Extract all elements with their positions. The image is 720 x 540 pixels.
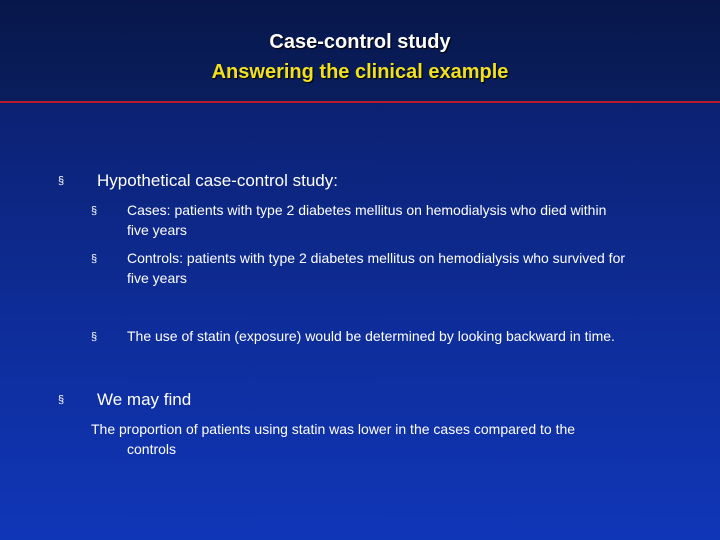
- slide-subtitle: Answering the clinical example: [211, 61, 509, 83]
- subpoint-controls-line1: Controls: patients with type 2 diabetes mellitus on hemodialysis who survived for: [127, 250, 626, 266]
- subpoint-cases: [127, 200, 707, 240]
- sub-bullet-marker: §: [91, 205, 98, 217]
- title-divider: [0, 101, 720, 103]
- finding-line1: The proportion of patients using statin was lower in the cases compared to the: [91, 421, 576, 437]
- sub-bullet-marker: §: [91, 331, 98, 343]
- sub-bullet-marker: §: [91, 253, 98, 265]
- subpoint-exposure-line1: The use of statin (exposure) would be determined by looking backward in time.: [127, 328, 615, 344]
- slide-title: Case-control study: [269, 31, 451, 53]
- subpoint-cases-line2: five years: [127, 222, 187, 238]
- subpoint-controls-line2: five years: [127, 270, 187, 286]
- point-we-may-find: We may find: [97, 390, 192, 409]
- bullet-marker: §: [58, 394, 65, 406]
- subpoint-cases-line1: Cases: patients with type 2 diabetes mellitus on hemodialysis who died within: [127, 202, 607, 218]
- subpoint-exposure: [127, 326, 707, 346]
- point-hypothetical-study: Hypothetical case-control study:: [97, 171, 338, 190]
- subpoint-controls: [127, 248, 707, 288]
- bullet-marker: §: [58, 175, 65, 187]
- finding-line2: controls: [127, 441, 177, 457]
